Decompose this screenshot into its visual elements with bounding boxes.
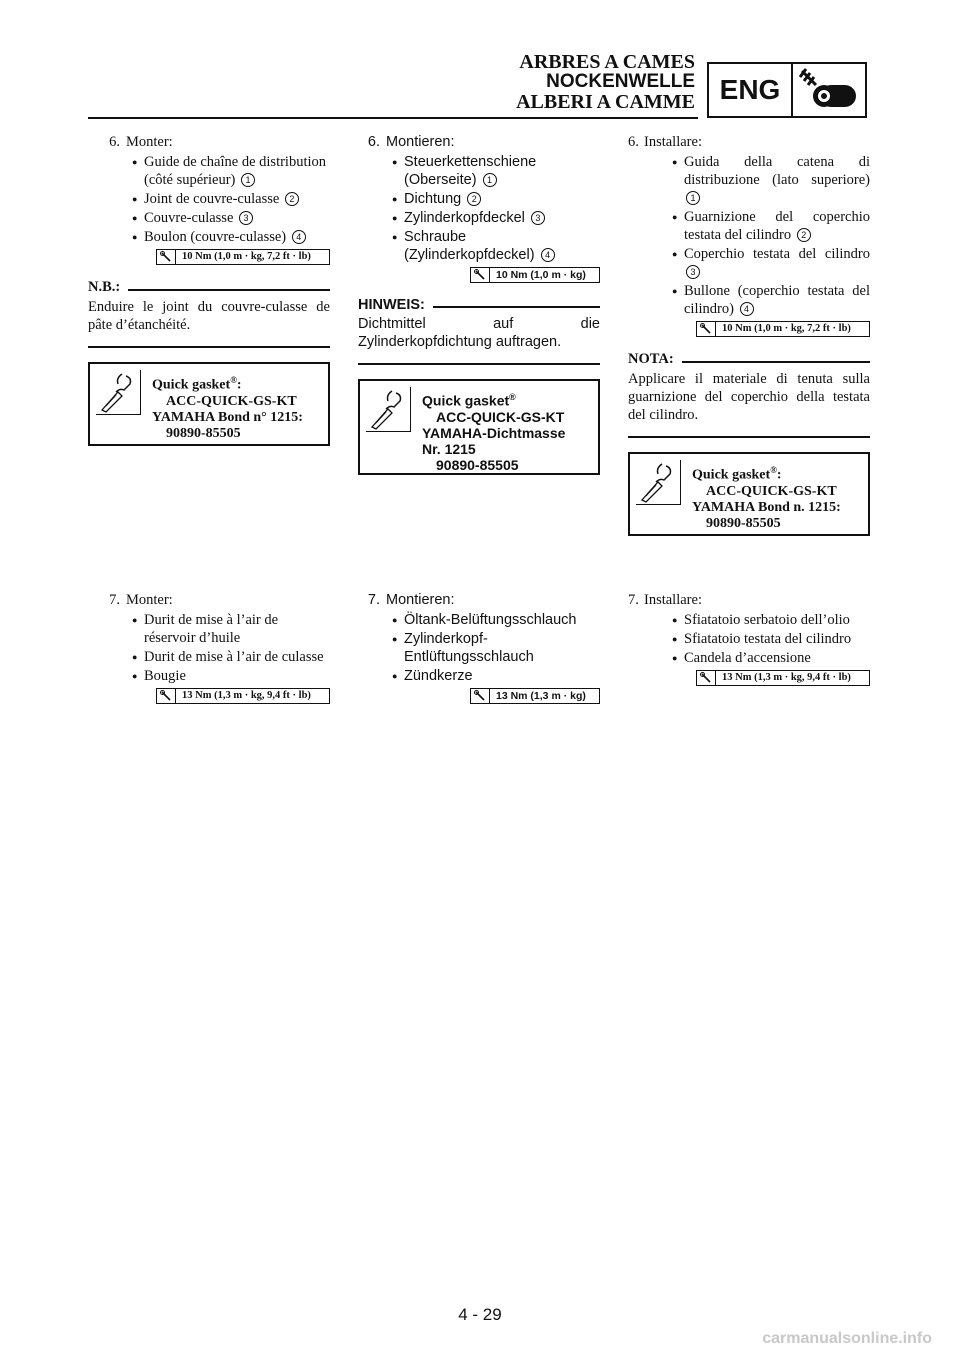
list-item: ● Steuerkettenschiene (Oberseite) 1 [392, 153, 600, 189]
sealant-tool-icon [636, 460, 681, 505]
de-step6: 6. Montieren: [367, 134, 455, 150]
watermark: carmanualsonline.info [762, 1330, 932, 1347]
list-item: ● Bougie [132, 667, 330, 685]
sealant-box [358, 379, 600, 475]
list-item: ● Guarnizione del coperchio testata del cilindro 2 [672, 208, 870, 244]
torque-wrench-icon [157, 250, 176, 264]
lang-badge-label: ENG [709, 64, 793, 116]
callout-3: 3 [239, 211, 253, 225]
list-item: ● Guida della catena di distribuzione (lato superiore) 1 [672, 153, 870, 207]
bolt-wrench-icon [793, 64, 865, 116]
fr-step6-list [88, 153, 330, 246]
callout-1: 1 [483, 173, 497, 187]
list-item: ● Guide de chaîne de distribution (côté supérieur) 1 [132, 153, 330, 189]
sealant-box [88, 362, 330, 446]
callout-1: 1 [686, 191, 700, 205]
list-item: ● Dichtung 2 [392, 190, 600, 208]
torque-wrench-icon [697, 671, 716, 685]
callout-2: 2 [467, 192, 481, 206]
torque-spec: 13 Nm (1,3 m · kg, 9,4 ft · lb) [156, 688, 330, 704]
de-column [358, 133, 600, 475]
list-item: ● Sfiatatoio testata del cilindro [672, 630, 870, 648]
sealant-tool-icon [96, 370, 141, 415]
fr-step6: 6. Monter: [109, 134, 173, 150]
note-text: Applicare il materiale di tenuta sulla guarnizione del coperchio della testata del cilindro. [628, 371, 870, 423]
torque-wrench-icon [471, 689, 490, 703]
torque-wrench-icon [471, 268, 490, 282]
list-item: ● Bullone (coperchio testata del cilindro) 4 [672, 282, 870, 318]
list-item: ● Durit de mise à l’air de réservoir d’huile [132, 611, 330, 647]
note-divider [358, 363, 600, 365]
fr-step7: 7. Monter: [109, 592, 173, 608]
note-text: Enduire le joint du couvre-culasse de pâte d’étanchéité. [88, 299, 330, 333]
note-divider [88, 346, 330, 348]
list-item: ● Boulon (couvre-culasse) 4 [132, 228, 330, 246]
note-text: Dichtmittel auf die Zylinderkopfdichtung auftragen. [358, 316, 600, 350]
list-item: ● Zündkerze [392, 667, 600, 685]
title-de: NOCKENWELLE [546, 71, 695, 92]
torque-spec: 10 Nm (1,0 m · kg) [470, 267, 600, 283]
callout-2: 2 [797, 228, 811, 242]
fr-column-step7 [88, 591, 330, 704]
title-fr: ARBRES A CAMES [519, 51, 695, 73]
it-step6-list [628, 153, 870, 318]
note-heading: HINWEIS: [358, 297, 600, 313]
title-it: ALBERI A CAMME [516, 91, 695, 113]
callout-4: 4 [292, 230, 306, 244]
sealant-tool-icon [366, 387, 411, 432]
sealant-box [628, 452, 870, 536]
fr-step7-list [88, 611, 330, 685]
list-item: ● Joint de couvre-culasse 2 [132, 190, 330, 208]
it-column [628, 133, 870, 536]
list-item: ● Schraube (Zylinderkopfdeckel) 4 [392, 228, 600, 264]
list-item: ● Zylinderkopf-Entlüftungsschlauch [392, 630, 600, 666]
list-item: ● Candela d’accensione [672, 649, 870, 667]
it-step7-list [628, 611, 870, 667]
it-step7: 7. Installare: [628, 592, 702, 608]
list-item: ● Sfiatatoio serbatoio dell’olio [672, 611, 870, 629]
note-heading: N.B.: [88, 279, 330, 296]
callout-4: 4 [740, 302, 754, 316]
section-title [516, 52, 695, 112]
page-number: 4 - 29 [458, 1305, 502, 1324]
engine-badge [707, 62, 867, 118]
list-item: ● Durit de mise à l’air de culasse [132, 648, 330, 666]
de-column-step7 [358, 591, 600, 704]
callout-3: 3 [686, 265, 700, 279]
torque-spec: 10 Nm (1,0 m · kg, 7,2 ft · lb) [156, 249, 330, 265]
list-item: ● Coperchio testata del cilindro 3 [672, 245, 870, 281]
sealant-text: Quick gasket® ACC-QUICK-GS-KT YAMAHA-Dichtmasse Nr. 1215 90890-85505 [422, 392, 566, 473]
callout-3: 3 [531, 211, 545, 225]
it-column-step7 [628, 591, 870, 686]
sealant-text: Quick gasket®: ACC-QUICK-GS-KT YAMAHA Bond n. 1215: 90890-85505 [692, 465, 841, 531]
fr-column [88, 133, 330, 446]
torque-spec: 13 Nm (1,3 m · kg, 9,4 ft · lb) [696, 670, 870, 686]
note-heading: NOTA: [628, 351, 870, 368]
torque-spec: 13 Nm (1,3 m · kg) [470, 688, 600, 704]
torque-wrench-icon [697, 322, 716, 336]
de-step6-list [358, 153, 600, 264]
it-step6: 6. Installare: [628, 134, 702, 150]
de-step7: 7. Montieren: [367, 592, 455, 608]
torque-spec: 10 Nm (1,0 m · kg, 7,2 ft · lb) [696, 321, 870, 337]
callout-4: 4 [541, 248, 555, 262]
list-item: ● Öltank-Belüftungsschlauch [392, 611, 600, 629]
torque-wrench-icon [157, 689, 176, 703]
callout-1: 1 [241, 173, 255, 187]
sealant-text: Quick gasket®: ACC-QUICK-GS-KT YAMAHA Bond n° 1215: 90890-85505 [152, 375, 303, 441]
de-step7-list [358, 611, 600, 685]
list-item: ● Couvre-culasse 3 [132, 209, 330, 227]
list-item: ● Zylinderkopfdeckel 3 [392, 209, 600, 227]
note-divider [628, 436, 870, 438]
callout-2: 2 [285, 192, 299, 206]
header-rule [88, 117, 698, 119]
